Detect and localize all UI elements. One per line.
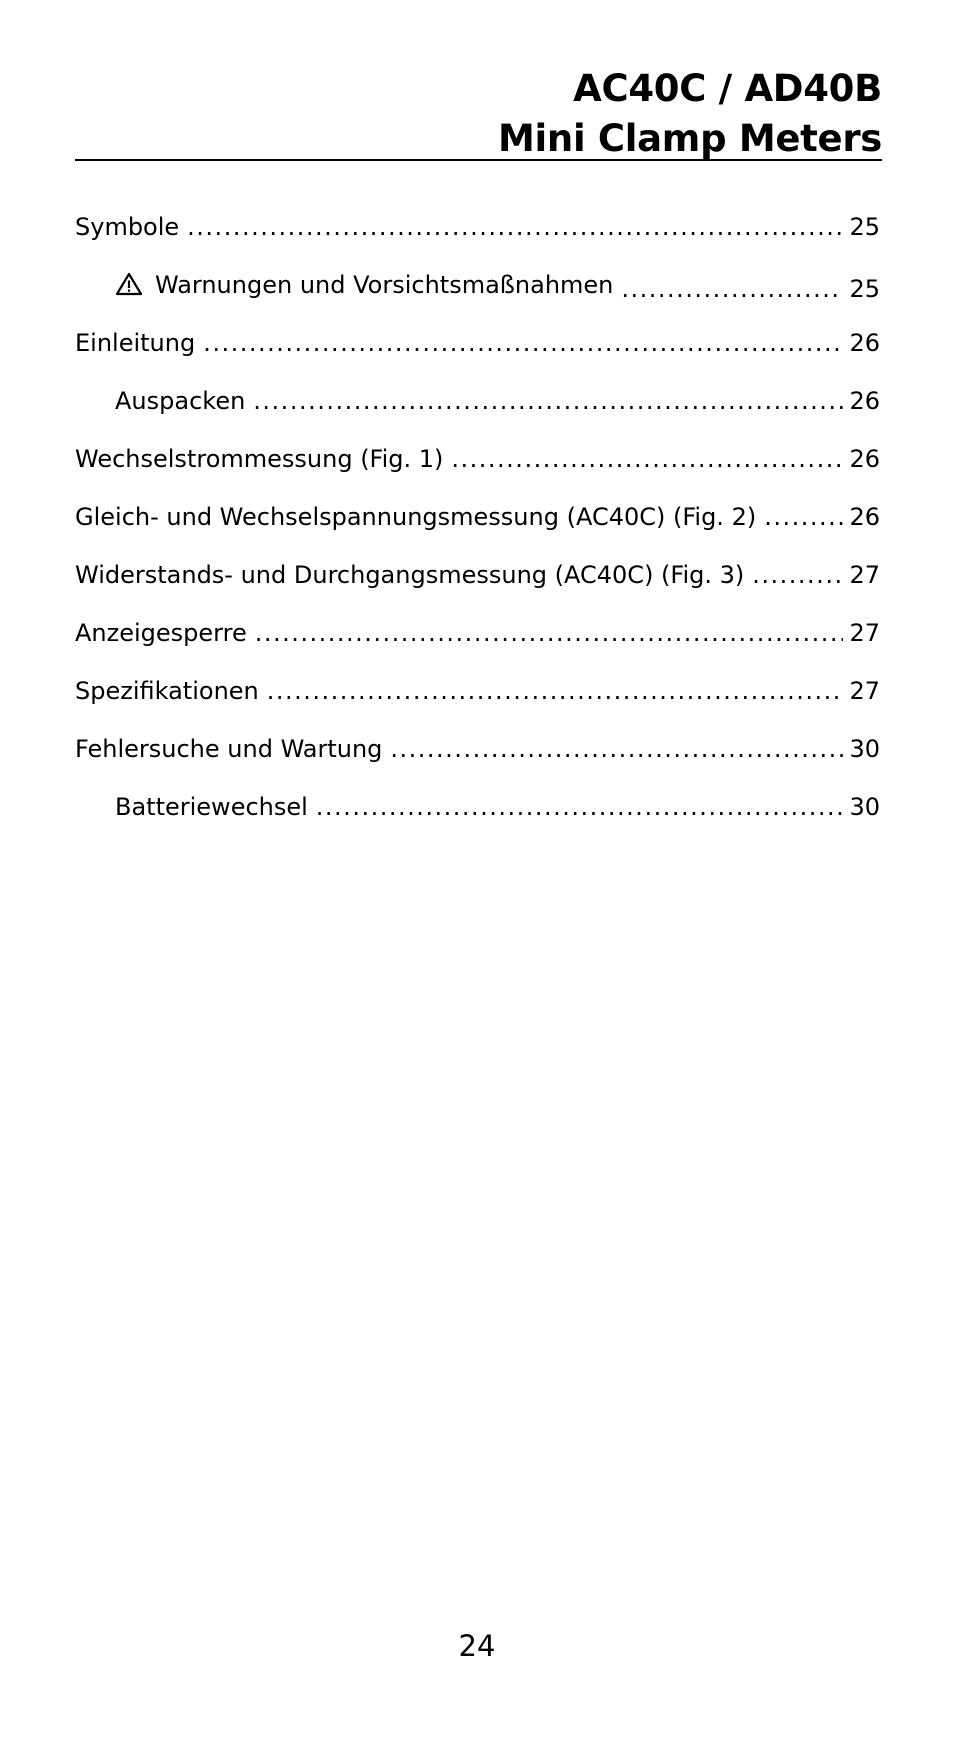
toc-leader-dots (255, 613, 844, 653)
toc-entry-title: Warnungen und Vorsichtsmaßnahmen (155, 271, 614, 299)
toc-entry-title: Widerstands- und Durchgangsmessung (AC40C) (Fig. 3) (75, 561, 745, 589)
toc-entry-title: Spezifikationen (75, 677, 259, 705)
header-title-product: Mini Clamp Meters (498, 117, 882, 160)
table-of-contents (75, 207, 880, 845)
toc-entry-page: 26 (849, 445, 880, 473)
toc-entry-title: Wechselstrommessung (Fig. 1) (75, 445, 444, 473)
toc-entry-spannungsmessung[interactable] (75, 497, 880, 555)
toc-entry-widerstandsmessung[interactable] (75, 555, 880, 613)
toc-entry-auspacken[interactable] (75, 381, 880, 439)
toc-entry-spezifikationen[interactable] (75, 671, 880, 729)
toc-leader-dots (267, 671, 844, 711)
toc-entry-title: Fehlersuche und Wartung (75, 735, 383, 763)
page-number: 24 (458, 1629, 496, 1663)
toc-entry-title: Symbole (75, 213, 180, 241)
toc-entry-page: 27 (849, 619, 880, 647)
toc-entry-title: Batteriewechsel (115, 793, 308, 821)
toc-entry-page: 30 (849, 793, 880, 821)
toc-entry-page: 30 (849, 735, 880, 763)
toc-leader-dots (187, 207, 843, 247)
toc-entry-title-group (115, 265, 613, 305)
header-rule (75, 159, 882, 161)
toc-entry-batteriewechsel[interactable] (75, 787, 880, 845)
toc-entry-page: 27 (849, 677, 880, 705)
toc-leader-dots (203, 323, 843, 363)
toc-entry-title: Auspacken (115, 387, 246, 415)
toc-entry-einleitung[interactable] (75, 323, 880, 381)
warning-triangle-icon (115, 272, 143, 296)
toc-leader-dots (752, 555, 843, 595)
toc-entry-wechselstrommessung[interactable] (75, 439, 880, 497)
toc-entry-page: 25 (849, 275, 880, 303)
toc-entry-symbole[interactable] (75, 207, 880, 265)
toc-entry-title: Anzeigesperre (75, 619, 247, 647)
toc-leader-dots (390, 729, 843, 769)
toc-leader-dots (621, 269, 843, 309)
toc-entry-title: Einleitung (75, 329, 196, 357)
toc-leader-dots (316, 787, 844, 827)
toc-entry-page: 26 (849, 503, 880, 531)
toc-entry-title: Gleich- und Wechselspannungsmessung (AC40C) (Fig. 2) (75, 503, 757, 531)
toc-entry-page: 26 (849, 329, 880, 357)
toc-leader-dots (451, 439, 843, 479)
toc-leader-dots (253, 381, 843, 421)
toc-entry-anzeigesperre[interactable] (75, 613, 880, 671)
toc-entry-page: 25 (849, 213, 880, 241)
document-header (75, 64, 882, 164)
toc-leader-dots (764, 497, 843, 537)
toc-entry-page: 27 (849, 561, 880, 589)
toc-entry-page: 26 (849, 387, 880, 415)
toc-entry-warnungen[interactable] (75, 265, 880, 323)
toc-entry-fehlersuche[interactable] (75, 729, 880, 787)
header-title-model: AC40C / AD40B (573, 67, 882, 110)
